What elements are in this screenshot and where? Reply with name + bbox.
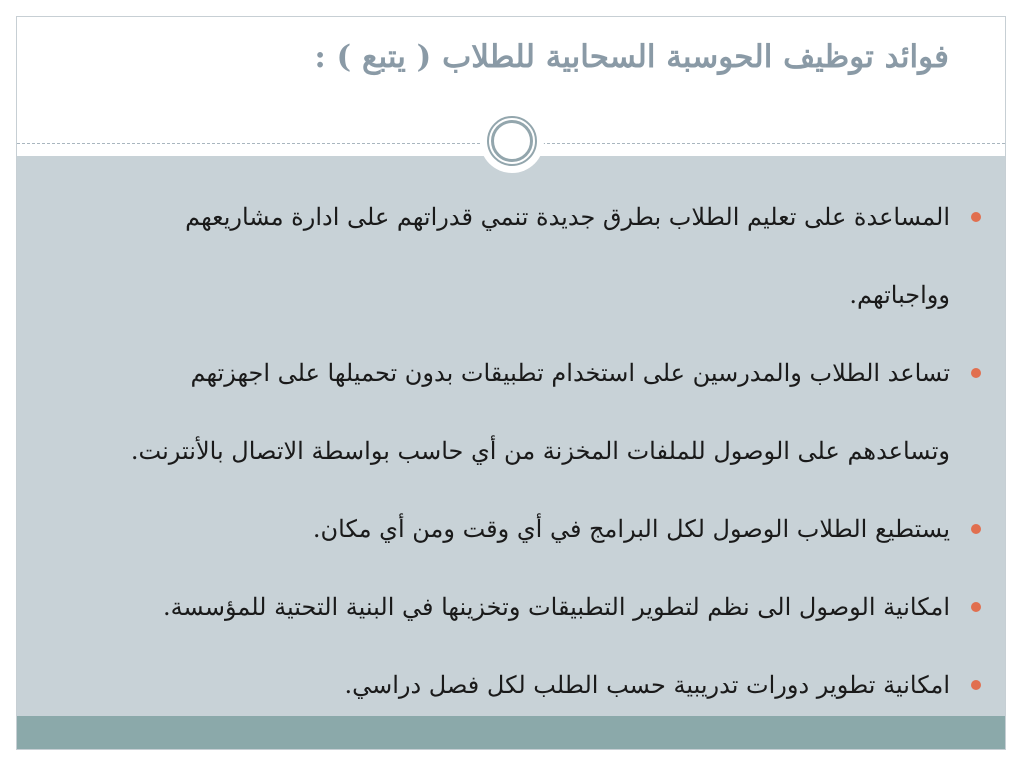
bullet-text: المساعدة على تعليم الطلاب بطرق جديدة تنمي قدراتهم على ادارة مشاريعهم وواجباتهم. (185, 203, 950, 309)
bullet-dot-icon (971, 212, 981, 222)
bullet-dot-icon (971, 602, 981, 612)
bullet-text: امكانية الوصول الى نظم لتطوير التطبيقات وتخزينها في البنية التحتية للمؤسسة. (162, 593, 950, 621)
circle-ornament (480, 109, 544, 173)
bullet-item (126, 646, 966, 724)
bullet-item (126, 334, 966, 490)
bullet-item (126, 490, 966, 568)
bullet-dot-icon (971, 680, 981, 690)
bullet-dot-icon (971, 368, 981, 378)
bullet-text: تساعد الطلاب والمدرسين على استخدام تطبيقات بدون تحميلها على اجهزتهم وتساعدهم على الوصول للملفات المخزنة من أي حاسب بواسطة الاتصال بالأنترنت. (130, 359, 950, 465)
bullet-item (126, 178, 966, 334)
bullet-item (126, 568, 966, 646)
bullet-list (126, 178, 966, 724)
ornament-inner-ring (491, 120, 533, 162)
slide-title: فوائد توظيف الحوسبة السحابية للطلاب ( يتبع ) : (314, 39, 949, 75)
bullet-text: امكانية تطوير دورات تدريبية حسب الطلب لكل فصل دراسي. (344, 671, 950, 699)
bullet-text: يستطيع الطلاب الوصول لكل البرامج في أي وقت ومن أي مكان. (312, 515, 950, 543)
bullet-dot-icon (971, 524, 981, 534)
